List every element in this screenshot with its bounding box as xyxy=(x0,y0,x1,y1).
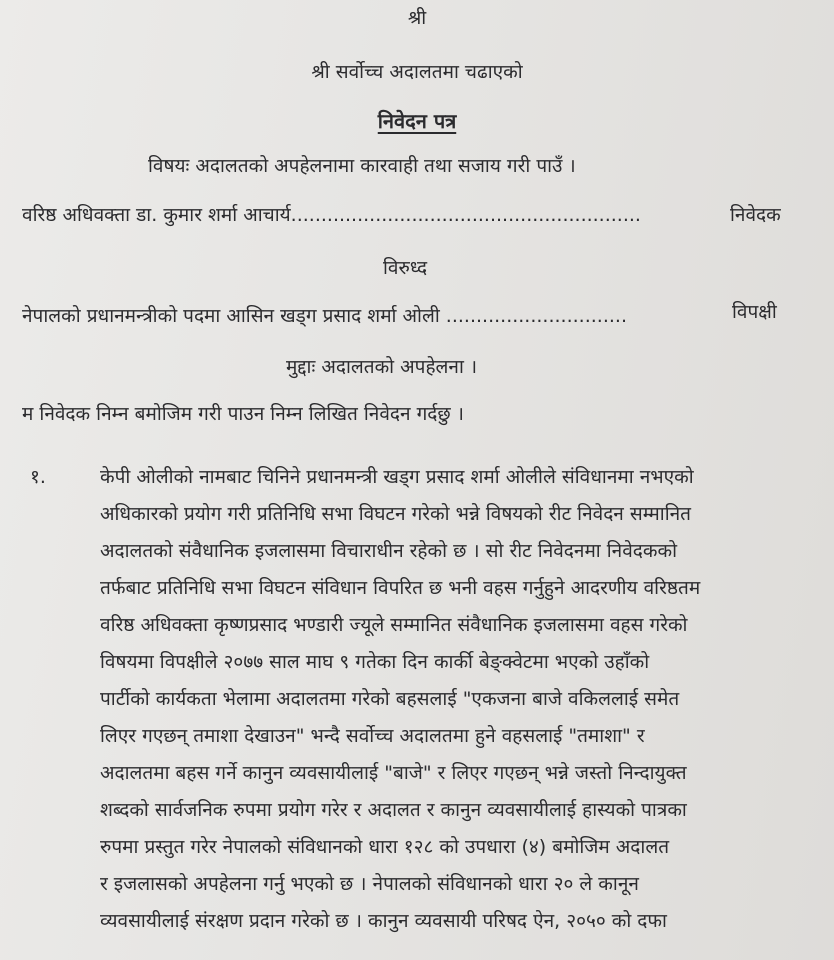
versus-label: विरुध्द xyxy=(383,257,428,279)
petitioner-name: वरिष्ठ अधिवक्ता डा. कुमार शर्मा आचार्य.......................................................... xyxy=(22,204,641,226)
invocation: श्री xyxy=(407,7,427,29)
paragraph-line: अधिकारको प्रयोग गरी प्रतिनिधि सभा विघटन गरेको भन्ने विषयको रीट निवेदन सम्मानित xyxy=(100,503,691,525)
paragraph-line: पार्टीको कार्यकता भेलामा अदालतमा गरेको बहसलाई "एकजना बाजे वकिललाई समेत xyxy=(100,688,680,710)
paragraph-line: शब्दको सार्वजनिक रुपमा प्रयोग गरेर र अदालत र कानुन व्यवसायीलाई हास्यको पात्रका xyxy=(100,799,687,821)
paragraph-line: अदालतको संवैधानिक इजलासमा विचाराधीन रहेको छ । सो रीट निवेदनमा निवेदकको xyxy=(100,540,677,562)
paragraph-line: विषयमा विपक्षीले २०७७ साल माघ ९ गतेका दिन कार्की बेङ्क्वेटमा भएको उहाँको xyxy=(100,651,650,673)
paragraph-number: १. xyxy=(30,466,46,488)
document-title xyxy=(0,109,834,133)
paragraph-line: केपी ओलीको नामबाट चिनिने प्रधानमन्त्री खड्ग प्रसाद शर्मा ओलीले संविधानमा नभएको xyxy=(100,466,694,488)
paragraph-line: रुपमा प्रस्तुत गरेर नेपालको संविधानको धारा १२८ को उपधारा (४) बमोजिम अदालत xyxy=(100,836,670,858)
paragraph-line: र इजलासको अपहेलना गर्नु भएको छ । नेपालको संविधानको धारा २० ले कानून xyxy=(100,873,639,895)
paragraph-line: अदालतमा बहस गर्ने कानुन व्यवसायीलाई "बाजे" र लिएर गएछन् भन्ने जस्तो निन्दायुक्त xyxy=(100,762,687,784)
document-title-text: निवेदन पत्र xyxy=(377,109,457,133)
subject-line: विषयः अदालतको अपहेलनामा कारवाही तथा सजाय गरी पाउँ । xyxy=(148,155,576,177)
paragraph-line: तर्फबाट प्रतिनिधि सभा विघटन संविधान विपरित छ भनी वहस गर्नुहुने आदरणीय वरिष्ठतम xyxy=(100,577,701,599)
paragraph-body xyxy=(100,459,800,940)
petition-intro: म निवेदक निम्न बमोजिम गरी पाउन निम्न लिखित निवेदन गर्दछु । xyxy=(22,403,464,425)
respondent-role: विपक्षी xyxy=(732,301,777,323)
case-issue: मुद्दाः अदालतको अपहेलना । xyxy=(286,356,478,378)
addressee-line: श्री सर्वोच्च अदालतमा चढाएको xyxy=(311,61,523,83)
petitioner-role: निवेदक xyxy=(730,204,781,226)
paragraph-line: व्यवसायीलाई संरक्षण प्रदान गरेको छ । कानुन व्यवसायी परिषद ऐन, २०५० को दफा xyxy=(100,910,667,932)
paragraph-line: लिएर गएछन् तमाशा देखाउन" भन्दै सर्वोच्च अदालतमा हुने वहसलाई "तमाशा" र xyxy=(100,725,645,747)
paragraph-line: वरिष्ठ अधिवक्ता कृष्णप्रसाद भण्डारी ज्यूले सम्मानित संवैधानिक इजलासमा वहस गरेको xyxy=(100,614,688,636)
respondent-name: नेपालको प्रधानमन्त्रीको पदमा आसिन खड्ग प्रसाद शर्मा ओली .............................. xyxy=(22,305,627,327)
